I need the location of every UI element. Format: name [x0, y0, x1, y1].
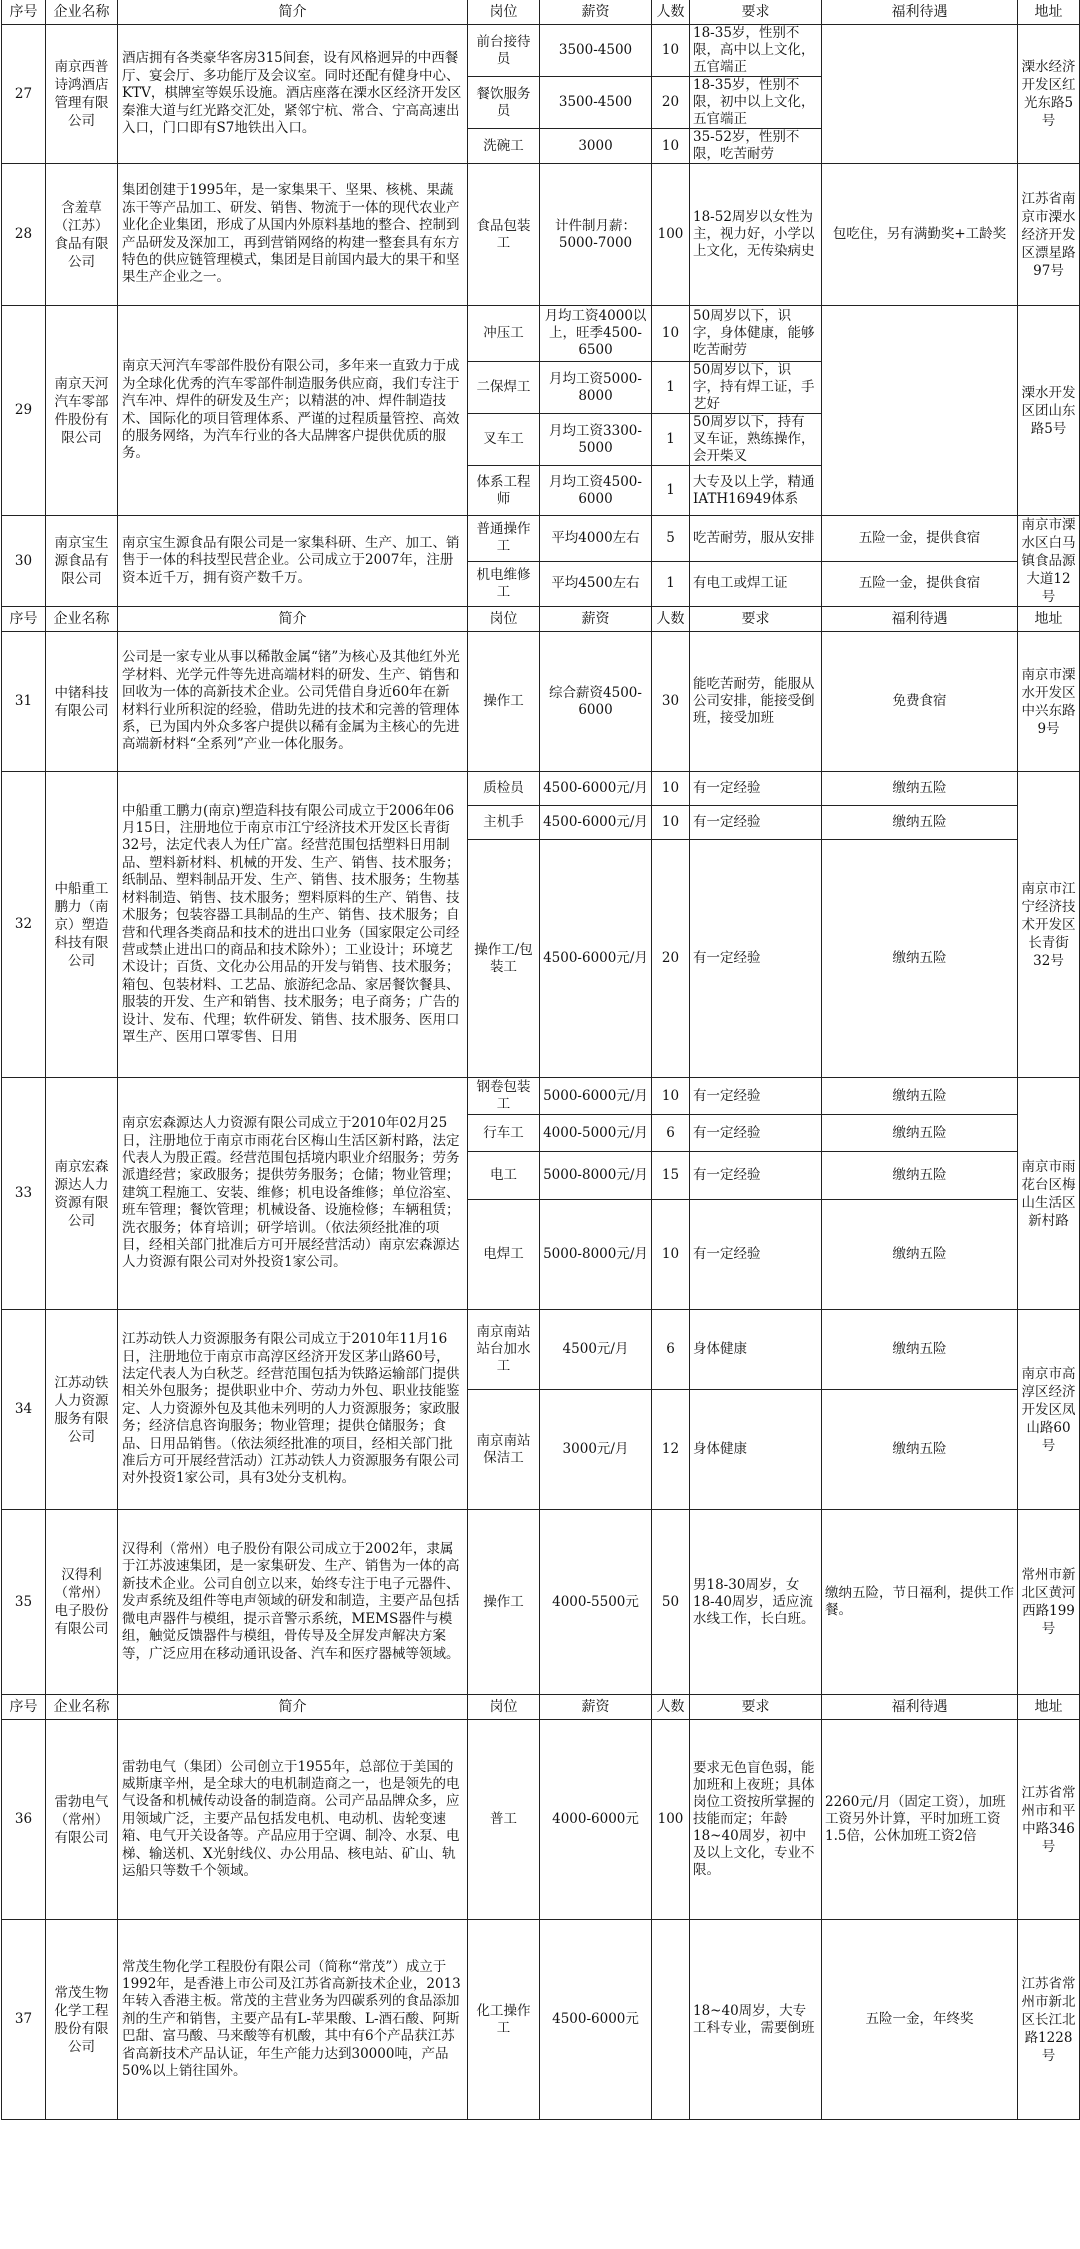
row-no: 37: [2, 1920, 46, 2120]
company-intro: 集团创建于1995年，是一家集果干、坚果、核桃、果蔬冻干等产品加工、研发、销售、物流于一体的现代农业产业化企业集团，形成了从国内外原料基地的整合、控制到产品研发及深加工，再到营销网络的构建一整套具有东方特色的供应链管理模式，集团是目前国内最大的果干和坚果生产企业之一。: [118, 164, 468, 306]
job-salary: 4000-6000元: [540, 1720, 652, 1920]
job-post: 操作工: [468, 1510, 540, 1695]
company-name: 中船重工鹏力（南京）塑造科技有限公司: [46, 772, 118, 1078]
job-benefit: 免费食宿: [822, 632, 1018, 772]
job-post: 普工: [468, 1720, 540, 1920]
company-address: 江苏省常州市新北区长江北路1228号: [1018, 1920, 1080, 2120]
col-intro: 简介: [118, 607, 468, 632]
job-post: 操作工: [468, 632, 540, 772]
company-intro: 南京宝生源食品有限公司是一家集科研、生产、加工、销售于一体的科技型民营企业。公司成立于2007年，注册资本近千万，拥有资产数千万。: [118, 516, 468, 607]
job-req: 18~40周岁，大专工科专业，需要倒班: [690, 1920, 822, 2120]
company-name: 江苏动铁人力资源服务有限公司: [46, 1310, 118, 1510]
col-req: 要求: [690, 607, 822, 632]
col-post: 岗位: [468, 1695, 540, 1720]
company-address: 江苏省南京市溧水经济开发区漂星路97号: [1018, 164, 1080, 306]
job-req: 35-52岁，性别不限，吃苦耐劳: [690, 129, 822, 164]
job-benefit: 缴纳五险: [822, 772, 1018, 806]
job-benefit: 包吃住，另有满勤奖+工龄奖: [822, 164, 1018, 306]
company-intro: 公司是一家专业从事以稀散金属“锗”为核心及其他红外光学材料、光学元件等先进高端材料的研发、生产、销售和回收为一体的高新技术企业。公司凭借自身近60年在新材料行业所积淀的经验，借助先进的技术和完善的管理体系，已为国内外众多客户提供以稀有金属为主核心的先进高端新材料“全系列”产业一体化服务。: [118, 632, 468, 772]
job-count: 6: [652, 1115, 690, 1152]
job-salary: 4000-5000元/月: [540, 1115, 652, 1152]
job-count: [652, 1920, 690, 2120]
company-name: 雷勃电气（常州）有限公司: [46, 1720, 118, 1920]
job-count: 10: [652, 306, 690, 362]
col-count: 人数: [652, 607, 690, 632]
job-salary: 月均工资5000-8000: [540, 362, 652, 414]
job-benefit: 五险一金，提供食宿: [822, 561, 1018, 607]
job-count: 10: [652, 25, 690, 77]
company-address: 溧水开发区团山东路5号: [1018, 306, 1080, 516]
job-count: 30: [652, 632, 690, 772]
table-row: [2, 516, 1080, 562]
job-salary: 计件制月薪：5000-7000: [540, 164, 652, 306]
job-salary: 平均4000左右: [540, 516, 652, 562]
col-address: 地址: [1018, 0, 1080, 25]
table-row: [2, 772, 1080, 806]
job-post: 前台接待员: [468, 25, 540, 77]
job-benefit: 五险一金，年终奖: [822, 1920, 1018, 2120]
job-salary: 4500-6000元: [540, 1920, 652, 2120]
job-req: 身体健康: [690, 1310, 822, 1390]
company-address: 江苏省常州市和平中路346号: [1018, 1720, 1080, 1920]
col-req: 要求: [690, 1695, 822, 1720]
job-count: 15: [652, 1152, 690, 1200]
job-salary: 3500-4500: [540, 25, 652, 77]
job-req: 18-35岁，性别不限，高中以上文化，五官端正: [690, 25, 822, 77]
col-company: 企业名称: [46, 607, 118, 632]
job-req: 有一定经验: [690, 772, 822, 806]
company-address: 南京市高淳区经济开发区凤山路60号: [1018, 1310, 1080, 1510]
job-benefit: 五险一金，提供食宿: [822, 516, 1018, 562]
job-req: 身体健康: [690, 1390, 822, 1510]
col-intro: 简介: [118, 1695, 468, 1720]
job-post: 南京南站站台加水工: [468, 1310, 540, 1390]
job-post: 二保焊工: [468, 362, 540, 414]
job-count: 20: [652, 77, 690, 129]
job-count: 1: [652, 362, 690, 414]
job-count: 1: [652, 561, 690, 607]
col-post: 岗位: [468, 607, 540, 632]
job-salary: 3000元/月: [540, 1390, 652, 1510]
job-salary: 5000-8000元/月: [540, 1152, 652, 1200]
table-row: [2, 1510, 1080, 1695]
job-benefit: 缴纳五险: [822, 1310, 1018, 1390]
company-address: 溧水经济开发区红光东路5号: [1018, 25, 1080, 164]
table-row: [2, 306, 1080, 362]
job-salary: 月均工资4000以上，旺季4500-6500: [540, 306, 652, 362]
job-count: 10: [652, 129, 690, 164]
job-benefit: [822, 306, 1018, 516]
job-salary: 月均工资4500-6000: [540, 466, 652, 516]
col-salary: 薪资: [540, 607, 652, 632]
company-name: 南京宏森源达人力资源有限公司: [46, 1078, 118, 1310]
job-req: 50周岁以下，识字，持有焊工证，手艺好: [690, 362, 822, 414]
col-post: 岗位: [468, 0, 540, 25]
col-salary: 薪资: [540, 1695, 652, 1720]
job-benefit: 缴纳五险: [822, 806, 1018, 840]
job-salary: 4000-5500元: [540, 1510, 652, 1695]
job-salary: 3500-4500: [540, 77, 652, 129]
job-post: 冲压工: [468, 306, 540, 362]
job-post: 机电维修工: [468, 561, 540, 607]
row-no: 29: [2, 306, 46, 516]
company-name: 南京天河汽车零部件股份有限公司: [46, 306, 118, 516]
job-count: 10: [652, 1078, 690, 1115]
company-address: 南京市溧水区白马镇食品源大道12号: [1018, 516, 1080, 607]
job-post: 化工操作工: [468, 1920, 540, 2120]
job-post: 质检员: [468, 772, 540, 806]
job-salary: 4500-6000元/月: [540, 840, 652, 1078]
job-req: 50周岁以下，持有叉车证，熟练操作，会开柴叉: [690, 414, 822, 466]
job-post: 电工: [468, 1152, 540, 1200]
header-row: [2, 607, 1080, 632]
job-count: 20: [652, 840, 690, 1078]
company-intro: 南京天河汽车零部件股份有限公司，多年来一直致力于成为全球化优秀的汽车零部件制造服务供应商，我们专注于汽车冲、焊件的研发及生产；以精湛的冲、焊件制造技术、国际化的项目管理体系、严谨的过程质量管控、高效的服务网络，为汽车行业的各大品牌客户提供优质的服务。: [118, 306, 468, 516]
col-benefit: 福利待遇: [822, 1695, 1018, 1720]
job-req: 能吃苦耐劳，能服从公司安排，能接受倒班，接受加班: [690, 632, 822, 772]
col-address: 地址: [1018, 1695, 1080, 1720]
company-intro: 雷勃电气（集团）公司创立于1955年，总部位于美国的威斯康辛州，是全球大的电机制造商之一，也是领先的电气设备和机械传动设备的制造商。公司产品品牌众多，应用领域广泛，主要产品包括发电机、电动机、齿轮变速箱、电气开关设备等。产品应用于空调、制冷、水泵、电梯、输送机、X光射线仪、办公用品、核电站、矿山、轨运船只等数千个领域。: [118, 1720, 468, 1920]
company-name: 中锗科技有限公司: [46, 632, 118, 772]
table-row: [2, 1720, 1080, 1920]
job-req: 18-52周岁以女性为主，视力好，小学以上文化，无传染病史: [690, 164, 822, 306]
company-name: 含羞草（江苏）食品有限公司: [46, 164, 118, 306]
job-salary: 平均4500左右: [540, 561, 652, 607]
job-post: 南京南站保洁工: [468, 1390, 540, 1510]
job-salary: 4500元/月: [540, 1310, 652, 1390]
col-no: 序号: [2, 0, 46, 25]
col-req: 要求: [690, 0, 822, 25]
company-intro: 南京宏森源达人力资源有限公司成立于2010年02月25日，注册地位于南京市雨花台区梅山生活区新村路，法定代表人为殷正霞。经营范围包括境内职业介绍服务；劳务派遣经营；家政服务；提供劳务服务；仓储；物业管理；建筑工程施工、安装、维修；机电设备维修；单位浴室、班车管理；餐饮管理；机械设备、设施检修；车辆租赁；洗衣服务；体育培训；研学培训。（依法须经批准的项目，经相关部门批准后方可开展经营活动）南京宏森源达人力资源有限公司对外投资1家公司。: [118, 1078, 468, 1310]
company-address: 南京市雨花台区梅山生活区新村路: [1018, 1078, 1080, 1310]
job-count: 10: [652, 1200, 690, 1310]
job-req: 有一定经验: [690, 840, 822, 1078]
job-req: 大专及以上学，精通IATH16949体系: [690, 466, 822, 516]
job-benefit: 缴纳五险: [822, 1115, 1018, 1152]
job-req: 有一定经验: [690, 806, 822, 840]
job-post: 食品包装工: [468, 164, 540, 306]
company-intro: 江苏动铁人力资源服务有限公司成立于2010年11月16日，注册地位于南京市高淳区经济开发区茅山路60号，法定代表人为白秋芝。经营范围包括为铁路运输部门提供相关外包服务；提供职业中介、劳动力外包、职业技能鉴定、人力资源外包及其他未列明的人力资源服务；家政服务；经济信息咨询服务；物业管理；提供仓储服务；食品、日用品销售。（依法须经批准的项目，经相关部门批准后方可开展经营活动）江苏动铁人力资源服务有限公司对外投资1家公司，具有3处分支机构。: [118, 1310, 468, 1510]
job-req: 18-35岁，性别不限，初中以上文化，五官端正: [690, 77, 822, 129]
job-post: 普通操作工: [468, 516, 540, 562]
company-intro: 中船重工鹏力(南京)塑造科技有限公司成立于2006年06月15日，注册地位于南京市江宁经济技术开发区长青街32号，法定代表人为任广富。经营范围包括塑料日用制品、塑料新材料、机械的开发、生产、销售、技术服务；纸制品、塑料制品开发、生产、销售、技术服务；生物基材料制造、销售、技术服务；塑料原料的生产、销售、技术服务；包装容器工具制品的生产、销售、技术服务；自营和代理各类商品和技术的进出口业务（国家限定公司经营或禁止进出口的商品和技术除外）；工业设计；环境艺术设计；百货、文化办公用品的开发与销售、技术服务；箱包、包装材料、工艺品、旅游纪念品、家居餐饮餐具、服装的开发、生产和销售、技术服务；电子商务；广告的设计、发布、代理；软件研发、销售、技术服务、医用口罩生产、医用口罩零售、日用: [118, 772, 468, 1078]
company-name: 汉得利（常州）电子股份有限公司: [46, 1510, 118, 1695]
job-req: 有一定经验: [690, 1078, 822, 1115]
job-salary: 5000-8000元/月: [540, 1200, 652, 1310]
job-benefit: [822, 25, 1018, 164]
job-req: 有电工或焊工证: [690, 561, 822, 607]
job-req: 有一定经验: [690, 1152, 822, 1200]
row-no: 36: [2, 1720, 46, 1920]
job-req: 50周岁以下，识字，身体健康，能够吃苦耐劳: [690, 306, 822, 362]
job-salary: 4500-6000元/月: [540, 772, 652, 806]
job-salary: 综合薪资4500-6000: [540, 632, 652, 772]
table-row: [2, 164, 1080, 306]
company-name: 南京宝生源食品有限公司: [46, 516, 118, 607]
row-no: 33: [2, 1078, 46, 1310]
job-post: 洗碗工: [468, 129, 540, 164]
job-benefit: 缴纳五险: [822, 1200, 1018, 1310]
job-count: 5: [652, 516, 690, 562]
job-req: 吃苦耐劳，服从安排: [690, 516, 822, 562]
row-no: 32: [2, 772, 46, 1078]
job-req: 男18-30周岁，女18-40周岁，适应流水线工作，长白班。: [690, 1510, 822, 1695]
col-no: 序号: [2, 607, 46, 632]
row-no: 27: [2, 25, 46, 164]
job-post: 电焊工: [468, 1200, 540, 1310]
table-row: [2, 25, 1080, 77]
row-no: 31: [2, 632, 46, 772]
job-benefit: 缴纳五险，节日福利，提供工作餐。: [822, 1510, 1018, 1695]
job-count: 1: [652, 414, 690, 466]
row-no: 28: [2, 164, 46, 306]
job-post: 餐饮服务员: [468, 77, 540, 129]
job-benefit: 2260元/月（固定工资），加班工资另外计算，平时加班工资1.5倍，公休加班工资2倍: [822, 1720, 1018, 1920]
job-count: 100: [652, 1720, 690, 1920]
job-count: 100: [652, 164, 690, 306]
job-post: 操作工/包装工: [468, 840, 540, 1078]
company-address: 南京市江宁经济技术开发区长青街32号: [1018, 772, 1080, 1078]
col-address: 地址: [1018, 607, 1080, 632]
company-address: 常州市新北区黄河西路199号: [1018, 1510, 1080, 1695]
table-row: [2, 1078, 1080, 1115]
col-count: 人数: [652, 1695, 690, 1720]
col-count: 人数: [652, 0, 690, 25]
company-intro: 汉得利（常州）电子股份有限公司成立于2002年，隶属于江苏波速集团，是一家集研发、生产、销售为一体的高新技术企业。公司自创立以来，始终专注于电子元器件、发声系统及组件等电声领域的研发和制造，主要产品包括微电声器件与模组，提示音警示系统，MEMS器件与模组，触觉反馈器件与模组，骨传导及全屏发声解决方案等，广泛应用在移动通讯设备、汽车和医疗器械等领域。: [118, 1510, 468, 1695]
job-post: 钢卷包装工: [468, 1078, 540, 1115]
job-salary: 5000-6000元/月: [540, 1078, 652, 1115]
col-benefit: 福利待遇: [822, 607, 1018, 632]
job-count: 10: [652, 772, 690, 806]
job-post: 叉车工: [468, 414, 540, 466]
job-post: 行车工: [468, 1115, 540, 1152]
col-salary: 薪资: [540, 0, 652, 25]
job-req: 要求无色盲色弱，能加班和上夜班；具体岗位工资按所掌握的技能而定；年龄18~40周岁，初中及以上文化，专业不限。: [690, 1720, 822, 1920]
company-address: 南京市溧水开发区中兴东路9号: [1018, 632, 1080, 772]
job-benefit: 缴纳五险: [822, 1152, 1018, 1200]
job-salary: 月均工资3300-5000: [540, 414, 652, 466]
job-benefit: 缴纳五险: [822, 1078, 1018, 1115]
job-benefit: 缴纳五险: [822, 840, 1018, 1078]
job-count: 50: [652, 1510, 690, 1695]
job-req: 有一定经验: [690, 1200, 822, 1310]
job-post: 体系工程师: [468, 466, 540, 516]
col-company: 企业名称: [46, 0, 118, 25]
company-name: 常茂生物化学工程股份有限公司: [46, 1920, 118, 2120]
company-intro: 酒店拥有各类豪华客房315间套，设有风格迥异的中西餐厅、宴会厅、多功能厅及会议室。同时还配有健身中心、KTV，棋牌室等娱乐设施。酒店座落在溧水区经济开发区秦淮大道与红光路交汇处，紧邻宁杭、常合、宁高高速出入口，门口即有S7地铁出入口。: [118, 25, 468, 164]
col-company: 企业名称: [46, 1695, 118, 1720]
job-count: 10: [652, 806, 690, 840]
job-count: 12: [652, 1390, 690, 1510]
job-post: 主机手: [468, 806, 540, 840]
col-benefit: 福利待遇: [822, 0, 1018, 25]
table-row: [2, 1310, 1080, 1390]
table-row: [2, 1920, 1080, 2120]
row-no: 35: [2, 1510, 46, 1695]
header-row: [2, 0, 1080, 25]
col-no: 序号: [2, 1695, 46, 1720]
header-row: [2, 1695, 1080, 1720]
job-salary: 3000: [540, 129, 652, 164]
row-no: 30: [2, 516, 46, 607]
col-intro: 简介: [118, 0, 468, 25]
company-intro: 常茂生物化学工程股份有限公司（简称“常茂”）成立于1992年，是香港上市公司及江苏省高新技术企业，2013年转入香港主板。常茂的主营业务为四碳系列的食品添加剂的生产和销售，主要产品有L-苹果酸、L-酒石酸、阿斯巴甜、富马酸、马来酸等有机酸，其中有6个产品获江苏省高新技术产品认证，年生产能力达到30000吨，产品50%以上销往国外。: [118, 1920, 468, 2120]
company-name: 南京西普诗鸿酒店管理有限公司: [46, 25, 118, 164]
job-benefit: 缴纳五险: [822, 1390, 1018, 1510]
job-salary: 4500-6000元/月: [540, 806, 652, 840]
job-req: 有一定经验: [690, 1115, 822, 1152]
table-row: [2, 632, 1080, 772]
job-count: 6: [652, 1310, 690, 1390]
recruitment-table-main: [1, 0, 1080, 2120]
row-no: 34: [2, 1310, 46, 1510]
job-count: 1: [652, 466, 690, 516]
